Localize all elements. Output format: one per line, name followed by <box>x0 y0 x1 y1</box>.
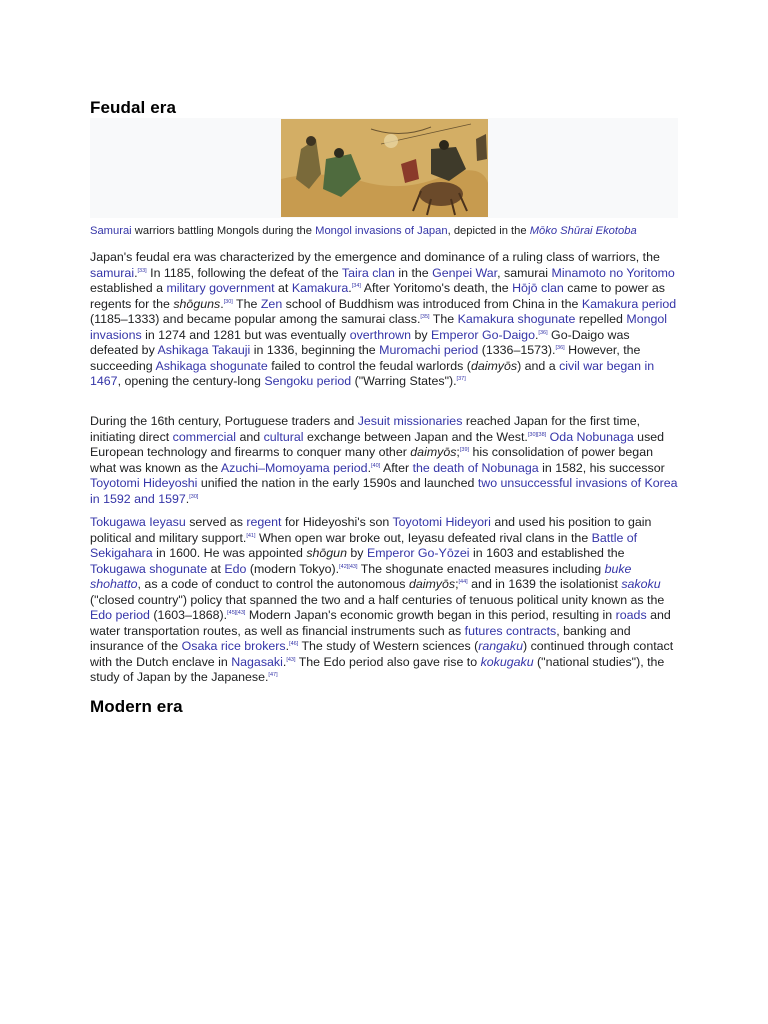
wiki-link[interactable]: Kamakura <box>291 281 349 295</box>
body-text: . <box>282 654 287 669</box>
body-text: (modern Tokyo). <box>246 561 340 576</box>
body-text: ) and a <box>517 358 560 373</box>
citation-ref[interactable]: [35] <box>420 314 430 320</box>
wiki-link[interactable]: Hōjō clan <box>512 281 564 295</box>
body-text: established a <box>90 281 167 295</box>
body-text: used European technology and firearms to conquer many other <box>90 429 665 459</box>
body-text: at <box>207 561 225 576</box>
body-text: However, the succeeding <box>90 343 641 373</box>
citation-ref[interactable]: [43] <box>286 656 296 663</box>
body-text: . <box>285 639 290 653</box>
wiki-link[interactable]: the death of Nobunaga <box>412 460 539 475</box>
body-text: After <box>380 460 413 475</box>
body-text: in 1582, his successor <box>538 460 665 475</box>
body-text: , banking and insurance of the <box>90 623 631 653</box>
wiki-link[interactable]: samurai <box>90 265 135 280</box>
citation-ref[interactable]: [37] <box>456 376 466 382</box>
body-text: . <box>534 327 539 342</box>
body-text: . <box>348 281 352 295</box>
wiki-link[interactable]: buke shohatto <box>90 561 632 591</box>
body-text: unified the nation in the early 1590s and launched <box>197 476 478 490</box>
wiki-link[interactable]: Zen <box>260 296 283 311</box>
figure-mongol-invasion <box>90 118 678 240</box>
body-text: The shogunate enacted measures including <box>357 561 605 576</box>
wiki-link[interactable]: regent <box>246 515 282 529</box>
wiki-link[interactable]: sakoku <box>621 577 661 591</box>
wiki-link[interactable]: Ashikaga shogunate <box>155 358 268 373</box>
wiki-link[interactable]: Toyotomi Hideyoshi <box>90 476 198 490</box>
caption-link-moko-shurai-ekotoba[interactable]: Mōko Shūrai Ekotoba <box>529 225 637 237</box>
wiki-link[interactable]: kokugaku <box>480 654 534 669</box>
wiki-link[interactable]: Osaka rice brokers <box>181 639 286 653</box>
wiki-link[interactable]: roads <box>615 608 647 622</box>
body-text: and used his position to gain political and military support. <box>90 515 652 545</box>
citation-ref[interactable]: [39] <box>459 447 470 453</box>
citation-ref[interactable]: [45][43] <box>227 610 246 616</box>
caption-link-samurai[interactable]: Samurai <box>90 225 132 237</box>
body-text: . <box>367 460 372 475</box>
citation-ref[interactable]: [47] <box>268 672 278 678</box>
citation-ref[interactable]: [42][43] <box>339 563 358 570</box>
wiki-link[interactable]: rangaku <box>478 639 524 653</box>
paragraph-feudal-2 <box>90 414 678 507</box>
wiki-link[interactable]: Genpei War <box>432 265 498 280</box>
caption-text: , depicted in the <box>447 225 530 237</box>
wiki-link[interactable]: Emperor Go-Daigo <box>430 327 535 342</box>
emphasis-text: daimyōs <box>408 577 456 591</box>
body-text: in 1603 and established the <box>469 546 625 560</box>
wiki-link[interactable]: Toyotomi Hideyori <box>392 515 491 529</box>
body-text: in 1274 and 1281 but was eventually <box>141 327 350 342</box>
body-text: in the <box>394 265 433 280</box>
body-text: During the 16th century, Portuguese traders and <box>90 414 358 428</box>
citation-ref[interactable]: [44] <box>458 579 468 585</box>
body-text: and water transportation routes, as well as financial instruments such as <box>90 608 671 638</box>
body-text: . <box>185 491 190 506</box>
citation-ref[interactable]: [30] <box>223 298 233 305</box>
wiki-link[interactable]: two unsuccessful invasions of Korea in 1592 and 1597 <box>90 476 678 506</box>
body-text: and <box>236 429 264 444</box>
body-text: The study of Western sciences ( <box>298 639 479 653</box>
wiki-link[interactable]: Kamakura shogunate <box>457 312 576 326</box>
wiki-link[interactable]: military government <box>166 281 275 295</box>
body-text: for Hideyoshi's son <box>281 515 393 529</box>
body-text: exchange between Japan and the West. <box>303 429 528 444</box>
emphasis-text: daimyōs <box>410 445 457 459</box>
section-heading-feudal-era: Feudal era <box>90 98 177 117</box>
citation-ref[interactable]: [33] <box>137 267 147 274</box>
body-text: The <box>232 296 261 311</box>
body-text: ("closed country") policy that spanned the two and a half centuries of tenuous political unity known as the <box>90 592 665 607</box>
citation-ref[interactable]: [40] <box>371 462 381 469</box>
wiki-link[interactable]: Nagasaki <box>231 654 283 669</box>
wiki-link[interactable]: Mongol invasions <box>90 312 668 342</box>
body-text: (1603–1868). <box>149 608 228 622</box>
body-text: at <box>274 281 292 295</box>
citation-ref[interactable]: [36] <box>555 345 565 351</box>
wiki-link[interactable]: Tokugawa Ieyasu <box>90 515 186 529</box>
body-text: ; <box>455 577 459 591</box>
wiki-link[interactable]: cultural <box>263 429 304 444</box>
body-text: repelled <box>575 312 627 326</box>
citation-ref[interactable]: [36] <box>538 329 548 336</box>
wiki-link[interactable]: commercial <box>172 429 236 444</box>
wiki-link[interactable]: Taira clan <box>341 265 395 280</box>
citation-ref[interactable]: [41] <box>246 532 256 539</box>
wiki-link[interactable]: futures contracts <box>464 623 557 638</box>
wiki-link[interactable]: Battle of Sekigahara <box>90 530 638 560</box>
body-text: Modern Japan's economic growth began in this period, resulting in <box>245 608 616 622</box>
body-text: (1336–1573). <box>478 343 556 357</box>
wiki-link[interactable]: Tokugawa shogunate <box>90 561 208 576</box>
paragraph-feudal-3 <box>90 515 678 686</box>
citation-ref[interactable]: [30] <box>189 493 199 500</box>
body-text: . <box>220 296 224 311</box>
body-text: (1185–1333) and became popular among the samurai class. <box>90 312 421 326</box>
wiki-link[interactable]: Ashikaga Takauji <box>157 343 251 357</box>
body-text: Go-Daigo was defeated by <box>90 327 630 357</box>
emphasis-text: daimyōs <box>470 358 518 373</box>
wiki-link[interactable]: overthrown <box>349 327 411 342</box>
wiki-link[interactable]: Edo period <box>90 608 150 622</box>
citation-ref[interactable]: [30][38] <box>527 431 547 438</box>
wiki-link[interactable]: Kamakura period <box>581 296 677 311</box>
body-text: , samurai <box>497 265 552 280</box>
mongol-invasion-painting[interactable] <box>281 119 488 217</box>
body-text: school of Buddhism was introduced from China in the <box>282 296 582 311</box>
body-text: in 1600. He was appointed <box>152 546 307 560</box>
section-heading-modern-era: Modern era <box>90 697 183 716</box>
body-text: ) continued through contact with the Dutch enclave in <box>90 639 674 669</box>
body-text: The <box>429 312 458 326</box>
body-text: When open war broke out, Ieyasu defeated rival clans in the <box>255 530 592 545</box>
body-text: and in 1639 the isolationist <box>467 577 622 591</box>
body-text: reached Japan for the first time, initiating direct <box>90 414 641 444</box>
wiki-link[interactable]: Edo <box>224 561 247 576</box>
body-text: . <box>134 265 138 280</box>
body-text: by <box>346 546 367 560</box>
wiki-link[interactable]: Oda Nobunaga <box>549 429 634 444</box>
emphasis-text: shōgun <box>306 546 347 560</box>
citation-ref[interactable]: [46] <box>289 641 299 647</box>
wiki-link[interactable]: Minamoto no Yoritomo <box>551 265 675 280</box>
body-text: , as a code of conduct to control the autonomous <box>137 577 409 591</box>
body-text: After Yoritomo's death, the <box>360 281 513 295</box>
wiki-link[interactable]: Jesuit missionaries <box>357 414 463 428</box>
citation-ref[interactable]: [34] <box>351 283 361 289</box>
wiki-link[interactable]: Azuchi–Momoyama period <box>220 460 368 475</box>
paragraph-feudal-1 <box>90 250 678 390</box>
body-text: ("national studies"), the study of Japan by the Japanese. <box>90 654 665 684</box>
figure-caption <box>90 224 678 238</box>
body-text: ("Warring States"). <box>351 374 457 388</box>
caption-text: warriors battling Mongols during the <box>131 225 316 237</box>
wiki-link[interactable]: civil war began in 1467 <box>90 358 655 388</box>
body-text: by <box>411 327 431 342</box>
body-text: , opening the century-long <box>117 374 265 388</box>
emphasis-text: shōguns <box>173 296 221 311</box>
body-text: failed to control the feudal warlords ( <box>267 358 471 373</box>
body-text: in 1336, beginning the <box>250 343 380 357</box>
wiki-link[interactable]: Muromachi period <box>379 343 479 357</box>
body-text: served as <box>185 515 247 529</box>
wiki-link[interactable]: Sengoku period <box>264 374 352 388</box>
body-text: The Edo period also gave rise to <box>295 654 481 669</box>
body-text: ; <box>456 445 460 459</box>
caption-link-mongol-invasions[interactable]: Mongol invasions of Japan <box>315 225 448 237</box>
body-text: Japan's feudal era was characterized by the emergence and dominance of a ruling class of warriors, the <box>90 250 660 264</box>
body-text: In 1185, following the defeat of the <box>146 265 342 280</box>
body-text: his consolidation of power began what was known as the <box>90 445 653 475</box>
wiki-link[interactable]: Emperor Go-Yōzei <box>366 546 470 560</box>
body-text: came to power as regents for the <box>90 281 665 311</box>
